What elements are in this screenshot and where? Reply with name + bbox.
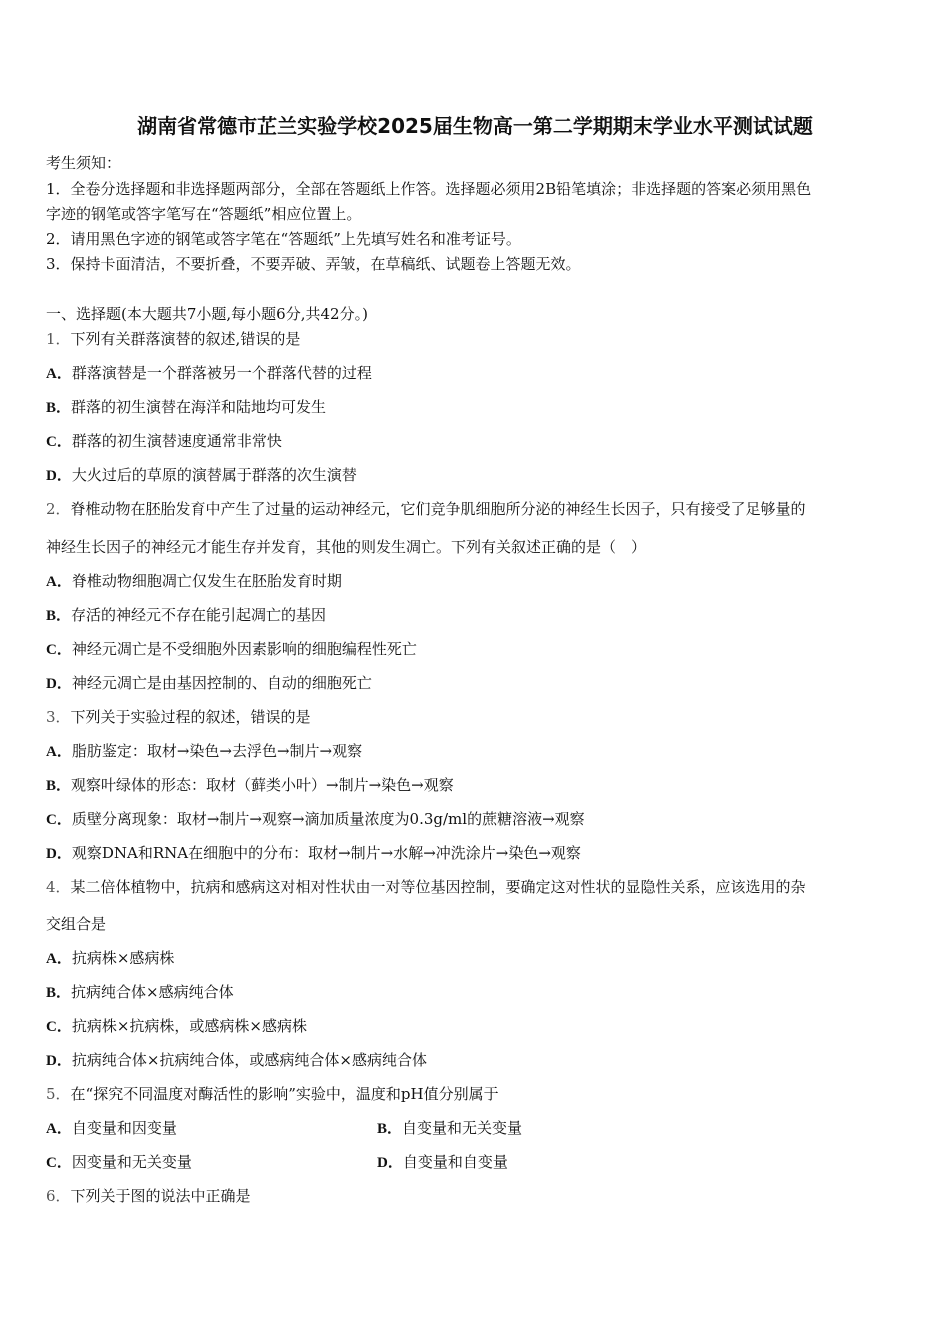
- q4-option-a[interactable]: A．抗病株×感病株: [46, 949, 175, 967]
- q2-option-c[interactable]: C．神经元凋亡是不受细胞外因素影响的细胞编程性死亡: [46, 640, 417, 658]
- q3-option-b[interactable]: B．观察叶绿体的形态：取材（藓类小叶）→制片→染色→观察: [46, 776, 454, 794]
- question-4-stem-cont: 交组合是: [46, 915, 107, 933]
- q3-option-a[interactable]: A．脂肪鉴定：取材→染色→去浮色→制片→观察: [46, 742, 363, 760]
- q4-option-d[interactable]: D．抗病纯合体×抗病纯合体，或感病纯合体×感病纯合体: [46, 1051, 427, 1069]
- question-5: [46, 1083, 499, 1104]
- q5-option-d[interactable]: D．自变量和自变量: [377, 1153, 508, 1171]
- q5-option-c[interactable]: C．因变量和无关变量: [46, 1153, 192, 1171]
- question-stem: 在“探究不同温度对酶活性的影响”实验中，温度和pH值分别属于: [70, 1085, 499, 1103]
- q3-option-c[interactable]: C．质壁分离现象：取材→制片→观察→滴加质量浓度为0.3g/ml的蔗糖溶液→观察: [46, 810, 585, 828]
- q5-option-a[interactable]: A．自变量和因变量: [46, 1119, 177, 1137]
- notice-heading: 考生须知：: [46, 154, 122, 172]
- q3-option-d[interactable]: D．观察DNA和RNA在细胞中的分布：取材→制片→水解→冲洗涂片→染色→观察: [46, 844, 581, 862]
- question-number: 6．: [46, 1187, 71, 1205]
- page-title: 湖南省常德市芷兰实验学校2025届生物高一第二学期期末学业水平测试试题: [137, 114, 813, 138]
- question-4: [46, 876, 806, 897]
- q4-option-b[interactable]: B．抗病纯合体×感病纯合体: [46, 983, 234, 1001]
- question-2: [46, 498, 806, 519]
- question-6: [46, 1185, 251, 1206]
- question-stem: 下列关于实验过程的叙述，错误的是: [70, 708, 311, 726]
- question-1: [46, 328, 300, 349]
- q1-option-b[interactable]: B．群落的初生演替在海洋和陆地均可发生: [46, 398, 327, 416]
- question-stem: 某二倍体植物中，抗病和感病这对相对性状由一对等位基因控制，要确定这对性状的显隐性关系，应该选用的杂: [70, 878, 806, 896]
- notice-item-1: 1．全卷分选择题和非选择题两部分，全部在答题纸上作答。选择题必须用2B铅笔填涂；非选择题的答案必须用黑色: [46, 180, 812, 198]
- question-number: 4．: [46, 878, 71, 896]
- question-stem: 下列有关群落演替的叙述,错误的是: [70, 330, 301, 348]
- notice-item-2: 2．请用黑色字迹的钢笔或答字笔在“答题纸”上先填写姓名和准考证号。: [46, 230, 521, 248]
- q1-option-d[interactable]: D．大火过后的草原的演替属于群落的次生演替: [46, 466, 357, 484]
- q2-option-b[interactable]: B．存活的神经元不存在能引起凋亡的基因: [46, 606, 327, 624]
- question-number: 2．: [46, 500, 71, 518]
- q2-option-d[interactable]: D．神经元凋亡是由基因控制的、自动的细胞死亡: [46, 674, 372, 692]
- q2-option-a[interactable]: A．脊椎动物细胞凋亡仅发生在胚胎发育时期: [46, 572, 342, 590]
- question-2-stem-cont: 神经生长因子的神经元才能生存并发育，其他的则发生凋亡。下列有关叙述正确的是（ ）: [46, 538, 647, 556]
- q4-option-c[interactable]: C．抗病株×抗病株，或感病株×感病株: [46, 1017, 307, 1035]
- question-stem: 脊椎动物在胚胎发育中产生了过量的运动神经元，它们竞争肌细胞所分泌的神经生长因子，只有接受了足够量的: [70, 500, 806, 518]
- q1-option-a[interactable]: A．群落演替是一个群落被另一个群落代替的过程: [46, 364, 372, 382]
- question-stem: 下列关于图的说法中正确是: [70, 1187, 251, 1205]
- question-number: 3．: [46, 708, 71, 726]
- notice-item-1-cont: 字迹的钢笔或答字笔写在“答题纸”相应位置上。: [46, 205, 362, 223]
- question-number: 1．: [46, 330, 71, 348]
- notice-item-3: 3．保持卡面清洁，不要折叠，不要弄破、弄皱，在草稿纸、试题卷上答题无效。: [46, 255, 581, 273]
- question-number: 5．: [46, 1085, 71, 1103]
- section-heading: 一、选择题(本大题共7小题,每小题6分,共42分。): [46, 305, 368, 323]
- q5-option-b[interactable]: B．自变量和无关变量: [377, 1119, 523, 1137]
- q1-option-c[interactable]: C．群落的初生演替速度通常非常快: [46, 432, 282, 450]
- question-3: [46, 706, 311, 727]
